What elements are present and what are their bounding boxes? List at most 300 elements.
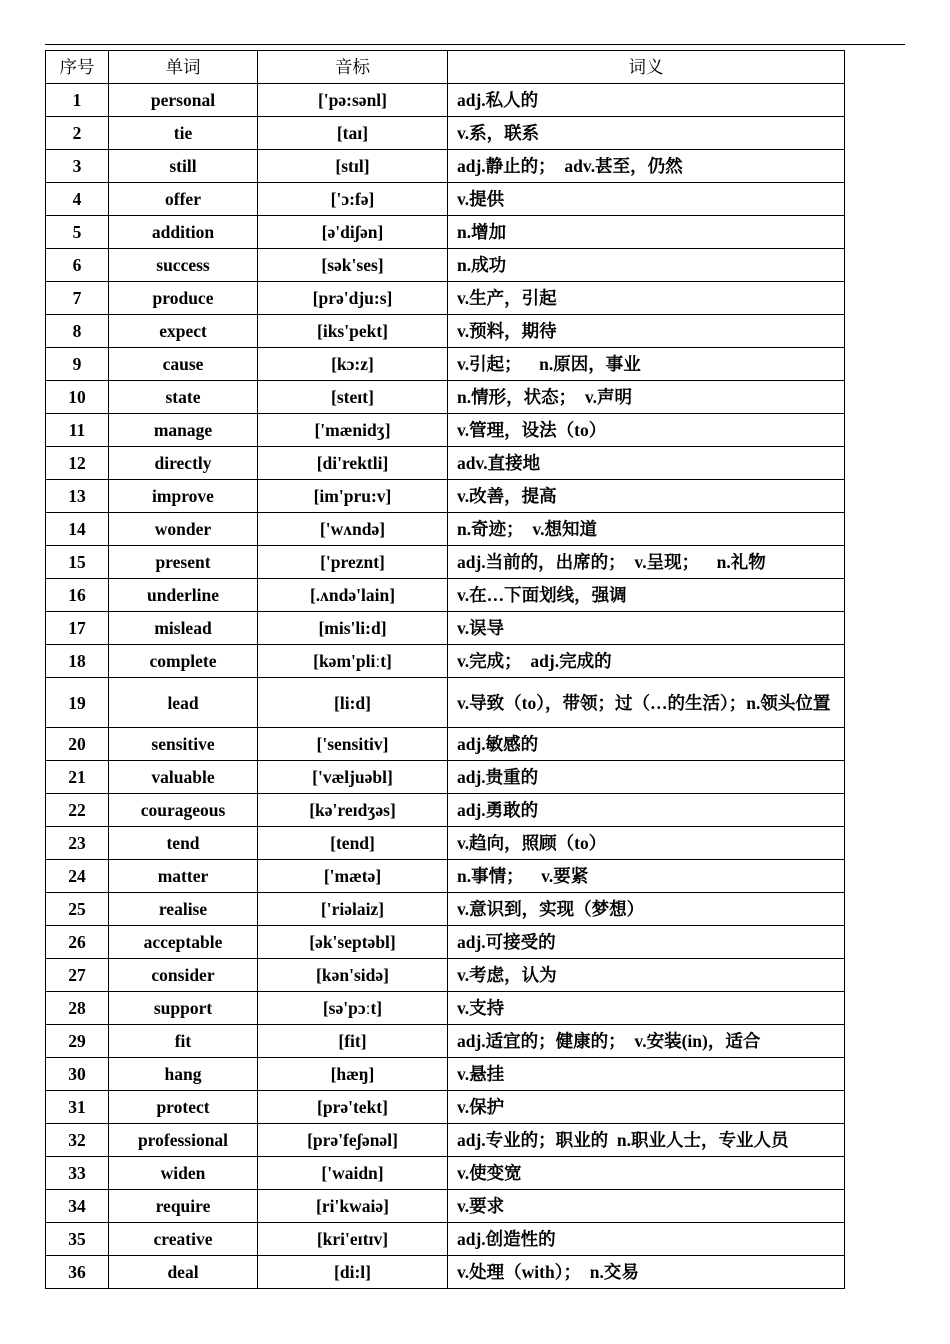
row-phonetic-text: [iks'pekt] (317, 321, 388, 341)
table-row (46, 348, 845, 381)
row-phonetic (258, 827, 448, 860)
row-meaning (448, 348, 845, 381)
table-row (46, 381, 845, 414)
row-phonetic (258, 1124, 448, 1157)
row-meaning (448, 1091, 845, 1124)
row-word-text: offer (165, 189, 201, 209)
row-meaning (448, 414, 845, 447)
row-phonetic-text: ['mætə] (323, 866, 382, 886)
row-phonetic (258, 645, 448, 678)
row-word-text: state (165, 387, 201, 407)
vocabulary-table (45, 50, 845, 1289)
row-meaning (448, 860, 845, 893)
row-word-text: manage (153, 420, 213, 440)
row-meaning (448, 579, 845, 612)
row-meaning (448, 84, 845, 117)
table-row (46, 1190, 845, 1223)
row-number (46, 678, 109, 728)
row-number (46, 645, 109, 678)
row-meaning-text: adv.直接地 (457, 453, 541, 473)
row-number (46, 728, 109, 761)
row-number-text: 16 (68, 585, 86, 605)
row-number (46, 579, 109, 612)
row-phonetic-text: [tend] (330, 833, 375, 853)
row-number-text: 21 (68, 767, 86, 787)
row-number (46, 348, 109, 381)
row-meaning-text: adj.专业的；职业的 n.职业人士，专业人员 (457, 1130, 789, 1150)
row-number-text: 11 (68, 420, 86, 440)
row-word (109, 315, 258, 348)
table-row (46, 546, 845, 579)
table-row (46, 1256, 845, 1289)
row-phonetic-text: [ək'septəbl] (309, 932, 396, 952)
row-meaning-text: v.预料，期待 (457, 321, 557, 341)
row-meaning-text: v.要求 (457, 1196, 505, 1216)
row-phonetic-text: ['wʌndə] (319, 519, 386, 539)
table-row (46, 992, 845, 1025)
table-row (46, 117, 845, 150)
row-number (46, 827, 109, 860)
row-phonetic-text: ['mænidʒ] (314, 420, 391, 440)
row-phonetic (258, 1157, 448, 1190)
row-number (46, 1058, 109, 1091)
table-row (46, 414, 845, 447)
row-meaning-text: v.系，联系 (457, 123, 540, 143)
row-word (109, 414, 258, 447)
row-number (46, 1091, 109, 1124)
row-phonetic-text: [im'pru:v] (313, 486, 392, 506)
row-meaning-text: adj.当前的，出席的； v.呈现； n.礼物 (457, 552, 766, 572)
row-meaning (448, 1058, 845, 1091)
row-phonetic (258, 216, 448, 249)
row-number-text: 7 (72, 288, 82, 308)
row-meaning (448, 117, 845, 150)
row-number-text: 35 (68, 1229, 86, 1249)
row-number-text: 19 (68, 692, 86, 713)
row-meaning-text: v.考虑，认为 (457, 965, 557, 985)
row-meaning-text: v.在…下面划线，强调 (457, 585, 627, 605)
row-number-text: 22 (68, 800, 86, 820)
row-word-text: wonder (154, 519, 212, 539)
row-number-text: 25 (68, 899, 86, 919)
row-phonetic-text: ['sensitiv] (316, 734, 389, 754)
row-word (109, 794, 258, 827)
table-body (46, 84, 845, 1289)
row-word (109, 150, 258, 183)
row-phonetic (258, 612, 448, 645)
row-phonetic (258, 84, 448, 117)
row-word-text: tend (166, 833, 200, 853)
row-meaning-text: adj.适宜的；健康的； v.安装(in)，适合 (457, 1031, 761, 1051)
row-word (109, 1157, 258, 1190)
row-meaning (448, 794, 845, 827)
row-number (46, 1256, 109, 1289)
row-meaning-text: v.改善，提高 (457, 486, 557, 506)
row-phonetic-text: [ri'kwaiə] (316, 1196, 389, 1216)
row-phonetic (258, 1091, 448, 1124)
row-phonetic (258, 860, 448, 893)
row-number (46, 84, 109, 117)
row-phonetic (258, 761, 448, 794)
row-number-text: 5 (72, 222, 82, 242)
row-phonetic-text: [stɪl] (335, 156, 370, 176)
row-meaning-text: v.提供 (457, 189, 505, 209)
row-word-text: success (156, 255, 210, 275)
row-number-text: 28 (68, 998, 86, 1018)
row-phonetic-text: ['preznt] (320, 552, 385, 572)
table-row (46, 612, 845, 645)
row-phonetic (258, 728, 448, 761)
row-word (109, 546, 258, 579)
row-meaning-text: n.奇迹； v.想知道 (457, 519, 598, 539)
row-number-text: 10 (68, 387, 86, 407)
row-phonetic (258, 546, 448, 579)
row-phonetic-text: ['pə:sənl] (317, 90, 388, 110)
table-row (46, 860, 845, 893)
row-meaning (448, 1025, 845, 1058)
row-meaning-text: v.支持 (457, 998, 505, 1018)
row-number-text: 9 (72, 354, 82, 374)
row-number (46, 414, 109, 447)
row-meaning (448, 150, 845, 183)
row-phonetic-text: [mis'li:d] (318, 618, 387, 638)
table-row (46, 678, 845, 728)
row-meaning (448, 992, 845, 1025)
row-word-text: professional (137, 1130, 229, 1150)
row-word-text: protect (156, 1097, 210, 1117)
row-word-text: expect (159, 321, 207, 341)
row-word (109, 860, 258, 893)
row-number (46, 216, 109, 249)
row-meaning (448, 1190, 845, 1223)
row-meaning-text: v.引起； n.原因，事业 (457, 354, 641, 374)
row-meaning-text: adj.可接受的 (457, 932, 556, 952)
row-word-text: personal (150, 90, 216, 110)
row-phonetic-text: [kəm'pliːt] (313, 651, 392, 671)
row-word (109, 728, 258, 761)
row-phonetic-text: [di:l] (334, 1262, 371, 1282)
row-word-text: tie (173, 123, 193, 143)
row-phonetic (258, 249, 448, 282)
row-meaning-text: v.意识到，实现（梦想） (457, 899, 645, 919)
row-phonetic (258, 579, 448, 612)
row-word-text: realise (158, 899, 208, 919)
row-number (46, 612, 109, 645)
row-phonetic-text: [sə'pɔːt] (322, 998, 383, 1018)
row-meaning (448, 728, 845, 761)
row-word (109, 249, 258, 282)
row-meaning-text: adj.静止的； adv.甚至，仍然 (457, 156, 683, 176)
table-row (46, 150, 845, 183)
row-phonetic (258, 150, 448, 183)
row-meaning-text: v.处理（with）； n.交易 (457, 1262, 639, 1282)
row-word (109, 612, 258, 645)
row-phonetic (258, 480, 448, 513)
row-word-text: sensitive (151, 734, 215, 754)
row-phonetic (258, 348, 448, 381)
row-meaning-text: adj.创造性的 (457, 1229, 556, 1249)
row-word-text: improve (152, 486, 214, 506)
row-word (109, 959, 258, 992)
row-word-text: mislead (154, 618, 212, 638)
row-word (109, 84, 258, 117)
row-word (109, 216, 258, 249)
row-meaning (448, 513, 845, 546)
row-number (46, 282, 109, 315)
row-meaning-text: adj.敏感的 (457, 734, 539, 754)
row-phonetic (258, 926, 448, 959)
row-phonetic (258, 959, 448, 992)
row-meaning (448, 827, 845, 860)
row-word-text: widen (160, 1163, 206, 1183)
row-word (109, 480, 258, 513)
row-phonetic-text: [li:d] (334, 692, 371, 713)
row-word (109, 1058, 258, 1091)
row-meaning-text: v.导致（to），带领；过（…的生活）；n.领头位置 (457, 692, 831, 713)
row-phonetic-text: [kri'eɪtɪv] (316, 1229, 389, 1249)
row-phonetic (258, 282, 448, 315)
row-number (46, 893, 109, 926)
row-number-text: 4 (72, 189, 82, 209)
row-word (109, 1124, 258, 1157)
row-number (46, 117, 109, 150)
row-meaning-text: n.成功 (457, 255, 507, 275)
table-row (46, 216, 845, 249)
row-word-text: produce (152, 288, 214, 308)
row-word-text: cause (162, 354, 204, 374)
row-meaning-text: adj.勇敢的 (457, 800, 539, 820)
row-number (46, 992, 109, 1025)
table-row (46, 794, 845, 827)
table-row (46, 1157, 845, 1190)
row-number (46, 926, 109, 959)
row-word (109, 117, 258, 150)
row-meaning (448, 381, 845, 414)
row-word-text: addition (151, 222, 215, 242)
row-meaning (448, 959, 845, 992)
table-row (46, 480, 845, 513)
row-phonetic-text: [prə'dju:s] (312, 288, 393, 308)
row-word-text: require (155, 1196, 211, 1216)
row-word-text: complete (149, 651, 217, 671)
header-num: 序号 (46, 51, 109, 84)
row-word-text: hang (164, 1064, 202, 1084)
row-word (109, 348, 258, 381)
row-number (46, 315, 109, 348)
row-phonetic (258, 1256, 448, 1289)
row-phonetic-text: [taɪ] (336, 123, 369, 143)
row-word-text: present (155, 552, 211, 572)
row-number-text: 2 (72, 123, 82, 143)
row-word (109, 579, 258, 612)
row-phonetic-text: [prə'feʃənəl] (307, 1130, 398, 1150)
row-word (109, 282, 258, 315)
row-word-text: underline (147, 585, 219, 605)
row-phonetic (258, 1058, 448, 1091)
row-meaning-text: v.完成； adj.完成的 (457, 651, 612, 671)
table-row (46, 249, 845, 282)
row-meaning (448, 761, 845, 794)
table-header-row (46, 51, 845, 84)
row-phonetic-text: [steɪt] (331, 387, 374, 407)
row-meaning-text: n.事情； v.要紧 (457, 866, 589, 886)
row-word (109, 1256, 258, 1289)
row-word (109, 183, 258, 216)
row-meaning-text: v.保护 (457, 1097, 505, 1117)
table-row (46, 579, 845, 612)
table-row (46, 827, 845, 860)
row-word (109, 992, 258, 1025)
row-phonetic-text: [sək'ses] (321, 255, 384, 275)
row-meaning-text: n.增加 (457, 222, 507, 242)
row-number-text: 27 (68, 965, 86, 985)
row-number-text: 36 (68, 1262, 86, 1282)
row-phonetic (258, 183, 448, 216)
row-word (109, 1091, 258, 1124)
row-phonetic-text: [kə'reɪdʒəs] (309, 800, 396, 820)
row-number-text: 33 (68, 1163, 86, 1183)
row-meaning (448, 282, 845, 315)
row-meaning-text: v.趋向，照顾（to） (457, 833, 607, 853)
row-number-text: 29 (68, 1031, 86, 1051)
row-word (109, 761, 258, 794)
row-meaning (448, 926, 845, 959)
row-meaning (448, 447, 845, 480)
row-number (46, 761, 109, 794)
row-word-text: matter (157, 866, 209, 886)
row-phonetic (258, 447, 448, 480)
row-word (109, 1190, 258, 1223)
row-meaning (448, 546, 845, 579)
row-phonetic (258, 794, 448, 827)
row-phonetic (258, 315, 448, 348)
row-word-text: directly (154, 453, 212, 473)
row-meaning (448, 216, 845, 249)
row-meaning (448, 612, 845, 645)
row-word-text: still (169, 156, 197, 176)
row-number-text: 1 (72, 90, 82, 110)
table-row (46, 959, 845, 992)
row-meaning (448, 315, 845, 348)
row-phonetic (258, 513, 448, 546)
row-number (46, 447, 109, 480)
row-meaning (448, 1124, 845, 1157)
row-word-text: support (153, 998, 213, 1018)
row-word (109, 926, 258, 959)
row-number (46, 1190, 109, 1223)
row-word-text: courageous (140, 800, 226, 820)
row-meaning (448, 893, 845, 926)
row-word (109, 513, 258, 546)
row-number (46, 1025, 109, 1058)
row-meaning-text: v.误导 (457, 618, 505, 638)
row-phonetic (258, 1025, 448, 1058)
table-row (46, 926, 845, 959)
row-phonetic-text: ['waidn] (321, 1163, 384, 1183)
table-row (46, 282, 845, 315)
row-word (109, 893, 258, 926)
row-word-text: creative (153, 1229, 213, 1249)
table-row (46, 1091, 845, 1124)
row-phonetic-text: [ə'diʃən] (321, 222, 384, 242)
header-meaning: 词义 (448, 51, 845, 84)
row-meaning (448, 1157, 845, 1190)
row-meaning (448, 645, 845, 678)
table-row (46, 1025, 845, 1058)
row-word (109, 1025, 258, 1058)
row-meaning (448, 1256, 845, 1289)
row-number (46, 513, 109, 546)
row-word (109, 447, 258, 480)
row-number-text: 20 (68, 734, 86, 754)
row-phonetic (258, 893, 448, 926)
row-number-text: 6 (72, 255, 82, 275)
row-meaning-text: v.管理，设法（to） (457, 420, 607, 440)
row-phonetic-text: [hæŋ] (330, 1064, 375, 1084)
row-meaning (448, 480, 845, 513)
row-word-text: lead (167, 692, 199, 713)
row-word-text: acceptable (143, 932, 223, 952)
row-number-text: 26 (68, 932, 86, 952)
row-phonetic-text: [kɔ:z] (331, 354, 374, 374)
row-meaning-text: v.悬挂 (457, 1064, 505, 1084)
row-number-text: 13 (68, 486, 86, 506)
row-phonetic (258, 678, 448, 728)
row-meaning (448, 249, 845, 282)
row-phonetic-text: ['væljuəbl] (312, 767, 393, 787)
row-phonetic (258, 117, 448, 150)
row-word-text: fit (174, 1031, 192, 1051)
header-rule (45, 44, 905, 45)
row-number (46, 1124, 109, 1157)
row-number (46, 381, 109, 414)
row-number-text: 24 (68, 866, 86, 886)
row-number-text: 31 (68, 1097, 86, 1117)
row-number-text: 14 (68, 519, 86, 539)
row-word (109, 381, 258, 414)
table-row (46, 1124, 845, 1157)
row-number (46, 1157, 109, 1190)
row-meaning (448, 183, 845, 216)
row-number (46, 480, 109, 513)
row-meaning-text: v.生产，引起 (457, 288, 557, 308)
row-word (109, 645, 258, 678)
row-number-text: 17 (68, 618, 86, 638)
table-row (46, 315, 845, 348)
row-phonetic-text: [.ʌndə'lain] (309, 585, 396, 605)
table-row (46, 447, 845, 480)
row-phonetic-text: [di'rektli] (316, 453, 389, 473)
row-number (46, 959, 109, 992)
table-row (46, 1223, 845, 1256)
row-phonetic (258, 414, 448, 447)
row-phonetic-text: [fit] (338, 1031, 367, 1051)
row-number (46, 183, 109, 216)
table-row (46, 645, 845, 678)
row-number (46, 1223, 109, 1256)
row-phonetic-text: ['ɔ:fə] (330, 189, 375, 209)
row-phonetic (258, 1223, 448, 1256)
row-number (46, 546, 109, 579)
row-number-text: 18 (68, 651, 86, 671)
row-number-text: 15 (68, 552, 86, 572)
row-meaning (448, 678, 845, 728)
row-word-text: deal (167, 1262, 199, 1282)
row-meaning (448, 1223, 845, 1256)
table-row (46, 728, 845, 761)
row-phonetic (258, 1190, 448, 1223)
row-meaning-text: n.情形，状态； v.声明 (457, 387, 633, 407)
